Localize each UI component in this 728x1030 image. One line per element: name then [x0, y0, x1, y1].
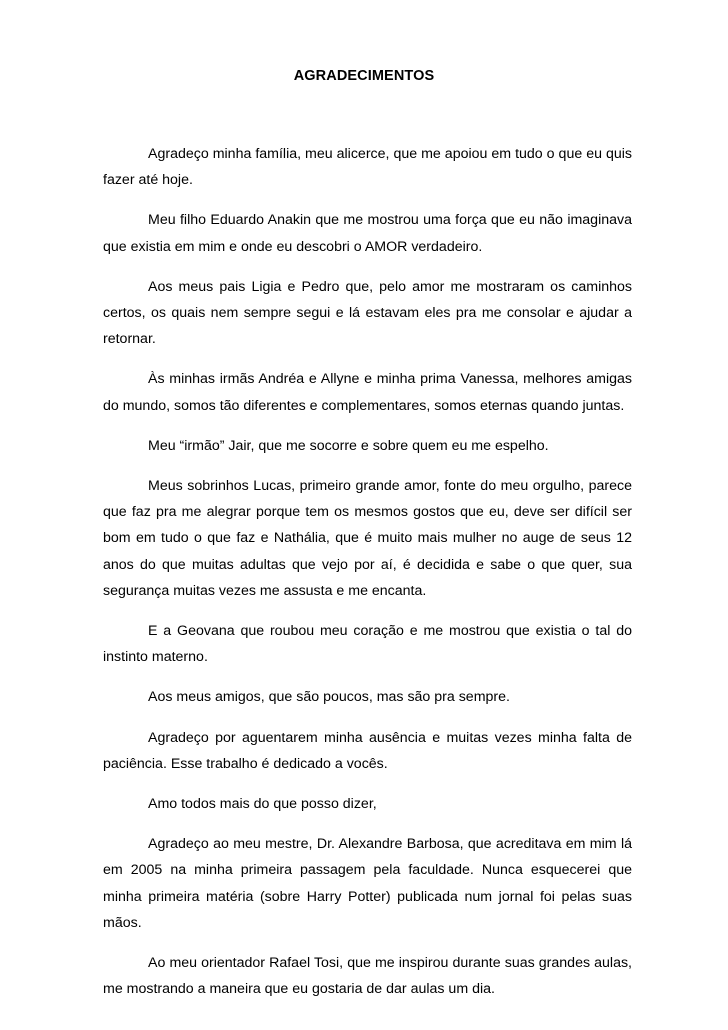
paragraph-mentor: Agradeço ao meu mestre, Dr. Alexandre Barbosa, que acreditava em mim lá em 2005 na minha primeira passagem pela faculdade. Nunca esquecerei que minha primeira matéria (sobre Harry Potter) publicada num jornal foi pelas suas mãos.	[103, 836, 632, 931]
paragraph-love: Amo todos mais do que posso dizer,	[148, 796, 377, 813]
paragraph-geovana: E a Geovana que roubou meu coração e me mostrou que existia o tal do instinto materno.	[103, 623, 632, 666]
page-title: AGRADECIMENTOS	[293, 68, 435, 84]
paragraph-patience: Agradeço por aguentarem minha ausência e muitas vezes minha falta de paciência. Esse trabalho é dedicado a vocês.	[103, 729, 632, 772]
paragraph-advisor: Ao meu orientador Rafael Tosi, que me inspirou durante suas grandes aulas, me mostrando a maneira que eu gostaria de dar aulas um dia.	[103, 955, 632, 998]
paragraph-nephews: Meus sobrinhos Lucas, primeiro grande amor, fonte do meu orgulho, parece que faz pra me alegrar porque tem os mesmos gostos que eu, deve ser difícil ser bom em tudo o que faz e Nathália, que é muito mais mulher no auge de seus 12 anos do que muitas adultas que vejo por aí, é decidida e sabe o que quer, sua segurança muitas vezes me assusta e me encanta.	[103, 478, 632, 599]
paragraph-parents: Aos meus pais Ligia e Pedro que, pelo amor me mostraram os caminhos certos, os quais nem sempre segui e lá estavam eles pra me consolar e ajudar a retornar.	[103, 278, 632, 348]
paragraph-friends: Aos meus amigos, que são poucos, mas são pra sempre.	[148, 689, 510, 706]
acknowledgements-body	[103, 141, 632, 1016]
paragraph-sisters: Às minhas irmãs Andréa e Allyne e minha prima Vanessa, melhores amigas do mundo, somos tão diferentes e complementares, somos eternas quando juntas.	[103, 371, 632, 414]
paragraph-family: Agradeço minha família, meu alicerce, que me apoiou em tudo o que eu quis fazer até hoje.	[103, 146, 632, 189]
paragraph-brother: Meu “irmão” Jair, que me socorre e sobre quem eu me espelho.	[148, 437, 549, 454]
paragraph-son: Meu filho Eduardo Anakin que me mostrou uma força que eu não imaginava que existia em mim e onde eu descobri o AMOR verdadeiro.	[103, 212, 632, 255]
